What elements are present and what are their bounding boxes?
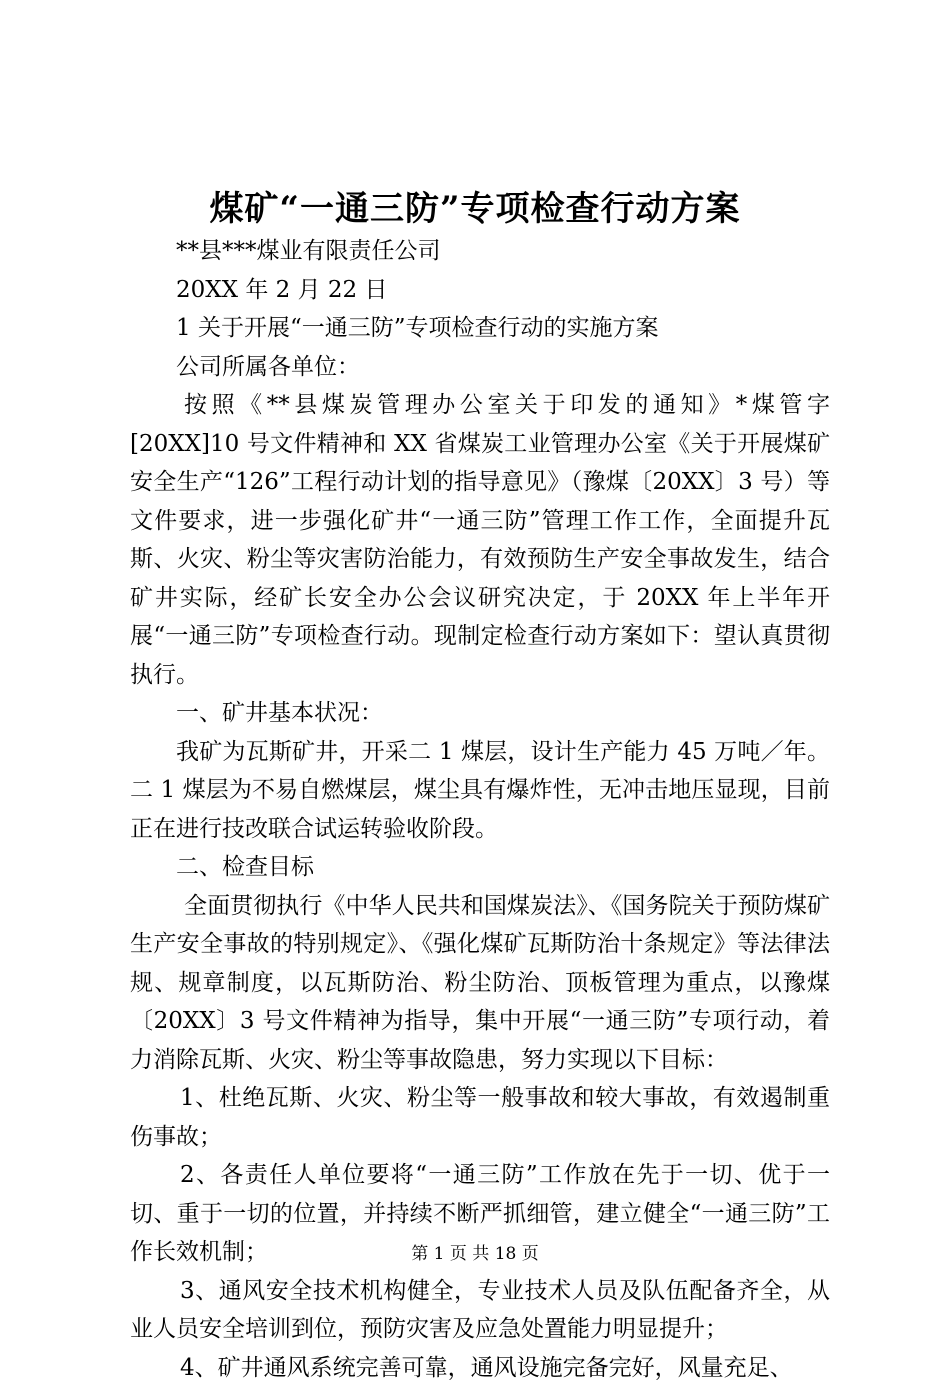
objective-item-1: 1、杜绝瓦斯、火灾、粉尘等一般事故和较大事故，有效遏制重伤事故；: [130, 1079, 830, 1156]
paragraph-mine-status: 我矿为瓦斯矿井，开采二 1 煤层，设计生产能力 45 万吨／年。二 1 煤层为不易自燃煤层，煤尘具有爆炸性，无冲击地压显现，目前正在进行技改联合试运转验收阶段。: [130, 733, 830, 849]
page-footer: [0, 1242, 950, 1266]
document-body: [130, 232, 830, 1387]
paragraph-intro: 按照《**县煤炭管理办公室关于印发的通知》*煤管字[20XX]10 号文件精神和 XX 省煤炭工业管理办公室《关于开展煤矿安全生产“126”工程行动计划的指导意见》（豫煤〔20XX〕3 号）等文件要求，进一步强化矿井“一通三防”管理工作工作，全面提升瓦斯、火灾、粉尘等灾害防治能力，有效预防生产安全事故发生，结合矿井实际，经矿长安全办公会议研究决定，于 20XX 年上半年开展“一通三防”专项检查行动。现制定检查行动方案如下：望认真贯彻执行。: [130, 386, 830, 694]
document-title: 煤矿“一通三防”专项检查行动方案: [0, 186, 950, 232]
salutation: 公司所属各单位：: [130, 348, 830, 387]
document-date: 20XX 年 2 月 22 日: [130, 271, 830, 310]
company-name: **县***煤业有限责任公司: [130, 232, 830, 271]
objective-item-3: 3、通风安全技术机构健全，专业技术人员及队伍配备齐全，从业人员安全培训到位，预防灾害及应急处置能力明显提升；: [130, 1272, 830, 1349]
section-heading-2: 二、检查目标: [130, 848, 830, 887]
page-number: 第 1 页 共 18 页: [411, 1244, 538, 1264]
objective-item-2: 2、各责任人单位要将“一通三防”工作放在先于一切、优于一切、重于一切的位置，并持续不断严抓细管，建立健全“一通三防”工作长效机制；: [130, 1156, 830, 1272]
document-subtitle: 1 关于开展“一通三防”专项检查行动的实施方案: [130, 309, 830, 348]
paragraph-objectives: 全面贯彻执行《中华人民共和国煤炭法》、《国务院关于预防煤矿生产安全事故的特别规定》、《强化煤矿瓦斯防治十条规定》等法律法规、规章制度，以瓦斯防治、粉尘防治、顶板管理为重点，以豫煤〔20XX〕3 号文件精神为指导，集中开展“一通三防”专项行动，着力消除瓦斯、火灾、粉尘等事故隐患，努力实现以下目标：: [130, 887, 830, 1080]
objective-item-4: 4、矿井通风系统完善可靠，通风设施完备完好，风量充足、: [130, 1349, 830, 1387]
section-heading-1: 一、矿井基本状况：: [130, 694, 830, 733]
